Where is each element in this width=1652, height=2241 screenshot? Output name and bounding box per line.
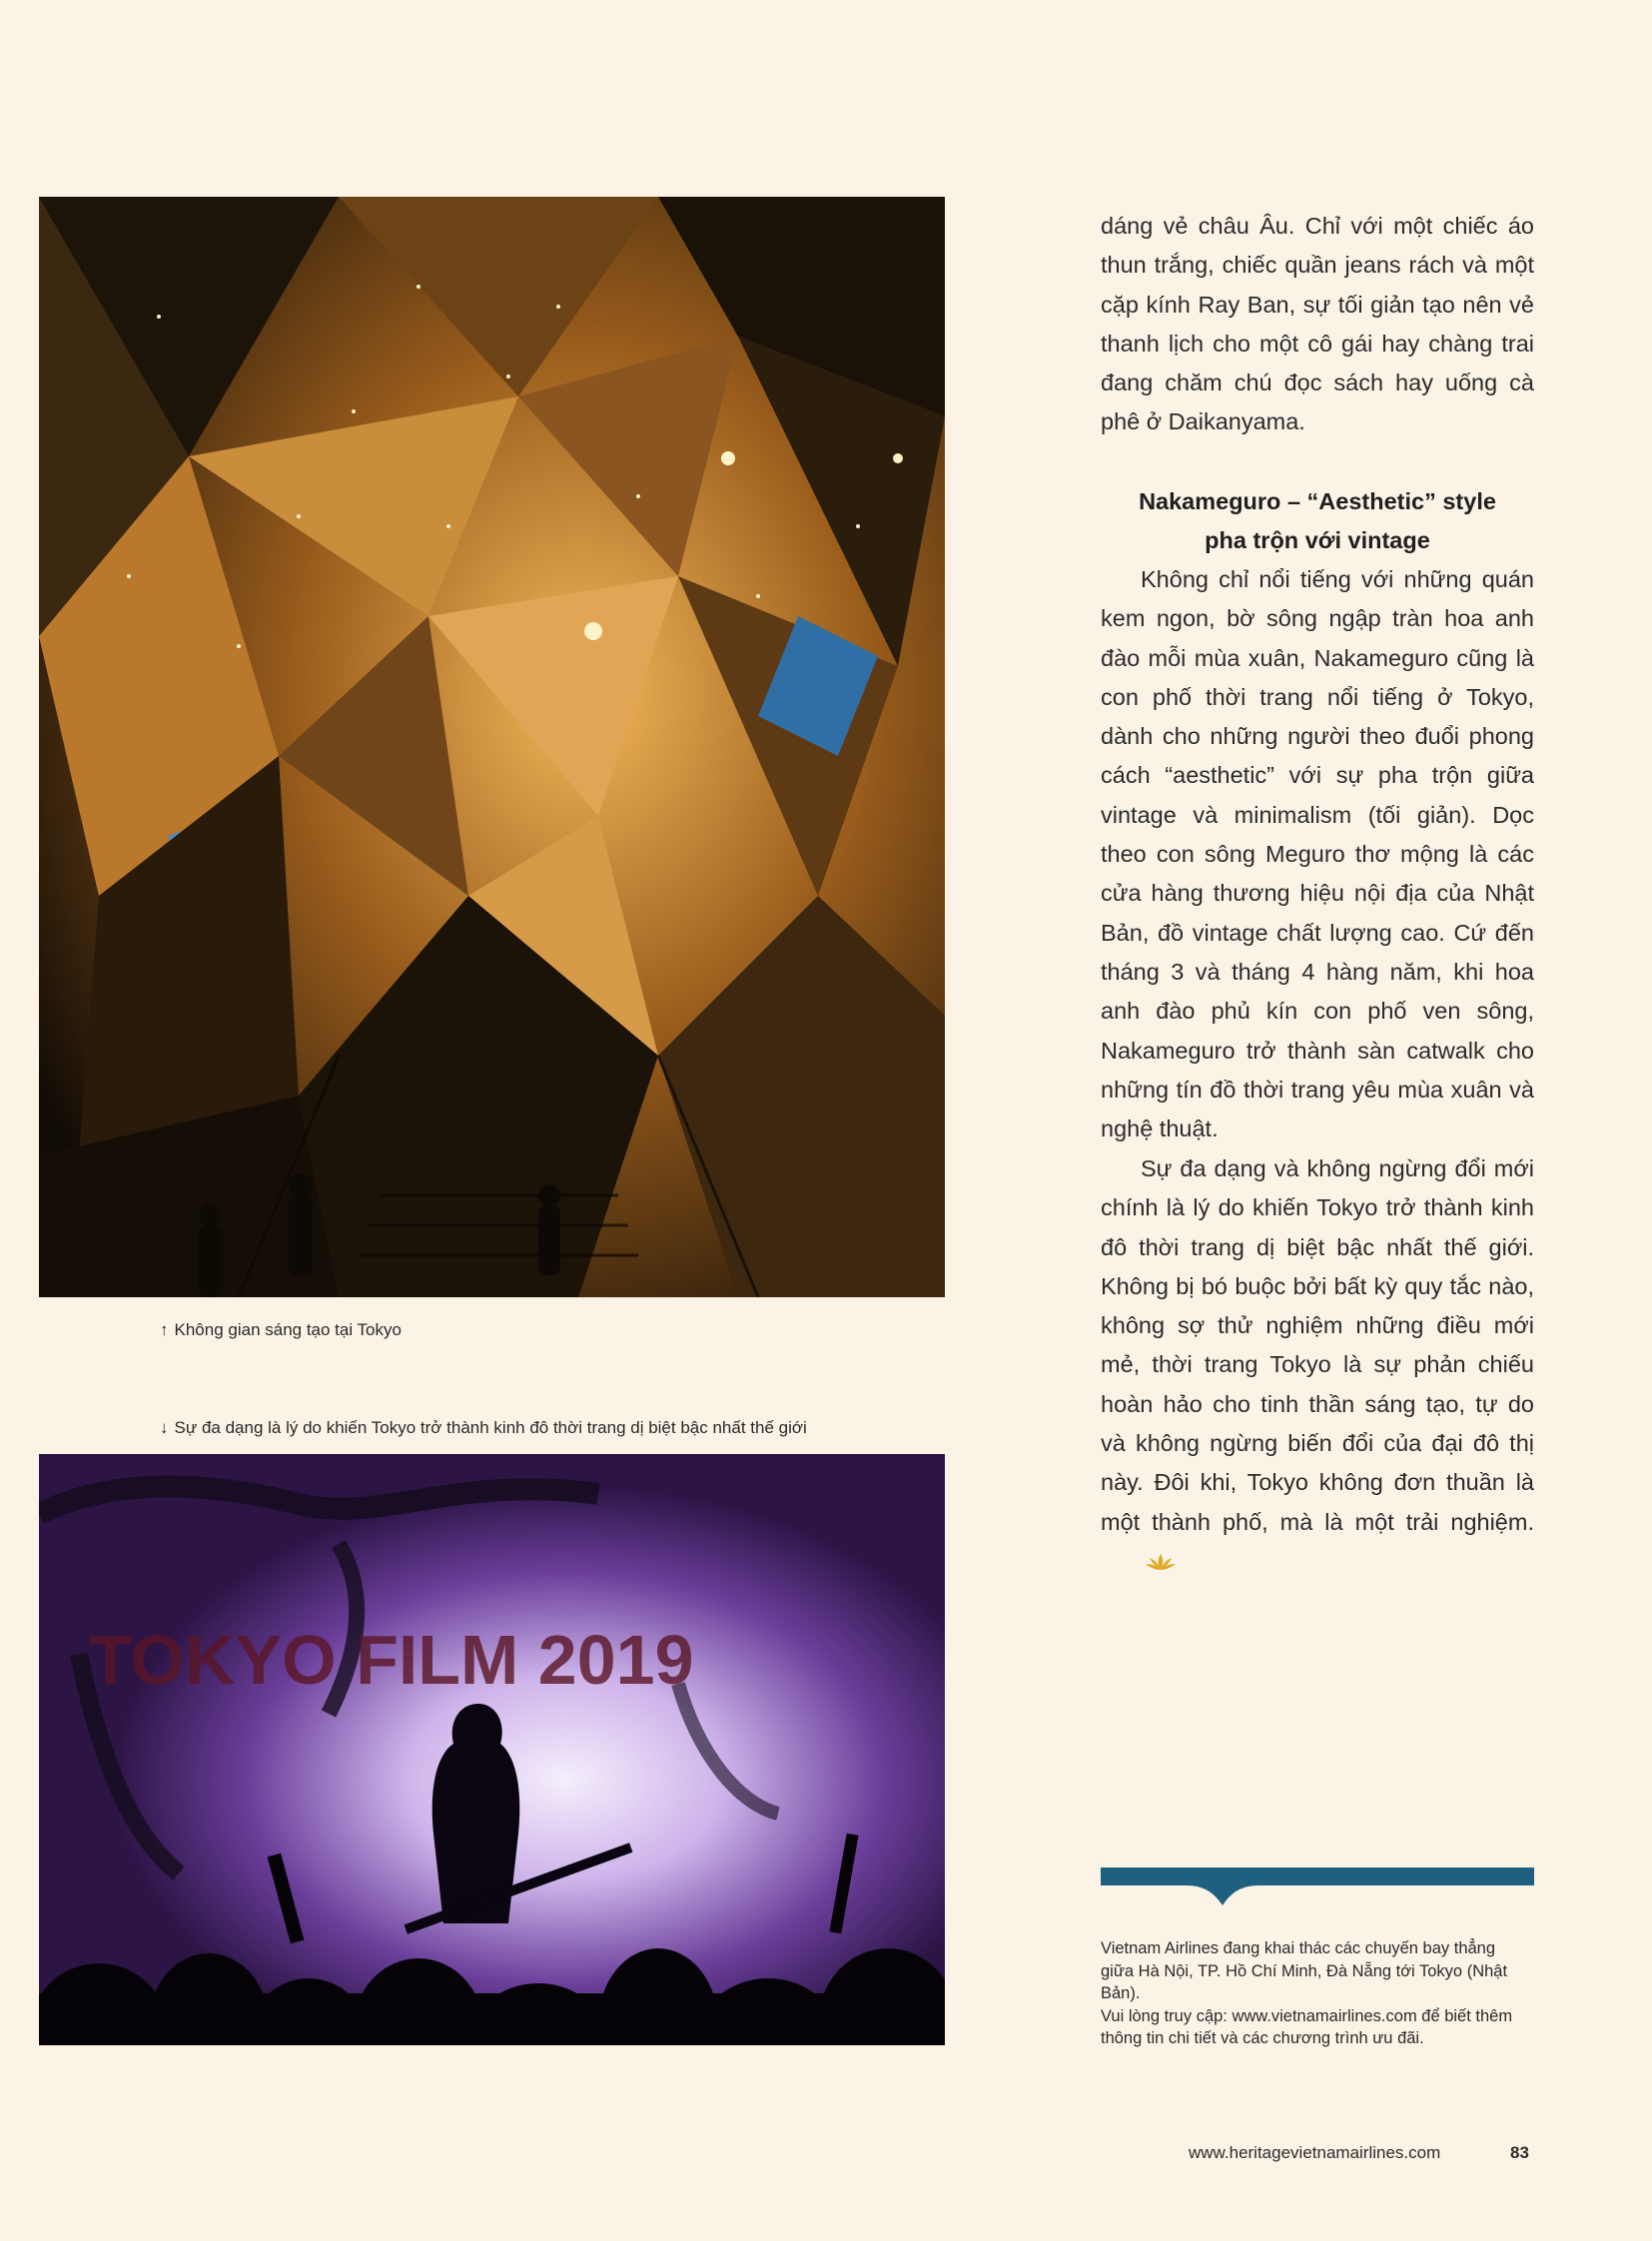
page-number: 83 — [1510, 2143, 1529, 2162]
section-subheading — [1101, 482, 1534, 561]
airline-info-note — [1101, 1937, 1520, 2050]
photo-mirror-escalator — [39, 197, 945, 1297]
caption-text: Không gian sáng tạo tại Tokyo — [174, 1320, 402, 1339]
arrow-up-icon: ↑ — [160, 1320, 169, 1339]
note-line-2: Vui lòng truy cập: www.vietnamairlines.com để biết thêm thông tin chi tiết và các chương trình ưu đãi. — [1101, 2006, 1513, 2047]
stage-banner-text: TOKYO FILM 2019 — [89, 1621, 694, 1699]
lotus-icon — [1105, 1545, 1177, 1584]
subheading-line-2: pha trộn với vintage — [1205, 527, 1430, 554]
caption-text: Sự đa dạng là lý do khiến Tokyo trở thành kinh đô thời trang dị biệt bậc nhất thế giới — [174, 1418, 807, 1437]
photo-concert-stage — [39, 1454, 945, 2045]
footer-website-url: www.heritagevietnamairlines.com — [1189, 2143, 1441, 2162]
paragraph-text: Sự đa dạng và không ngừng đổi mới chính là lý do khiến Tokyo trở thành kinh đô thời trang dị biệt bậc nhất thế giới. Không bị bó buộc bởi bất kỳ quy tắc nào, không sợ thử nghiệm những điều mới mẻ, thời trang Tokyo là sự phản chiếu hoàn hảo cho tinh thần sáng tạo, tự do và không ngừng biến đổi của đại đô thị này. Đôi khi, Tokyo không đơn thuần là một thành phố, mà là một trải nghiệm. — [1101, 1155, 1534, 1535]
note-line-1: Vietnam Airlines đang khai thác các chuyến bay thẳng giữa Hà Nội, TP. Hồ Chí Minh, Đà Nẵng tới Tokyo (Nhật Bản). — [1101, 1939, 1508, 2002]
paragraph-text: Không chỉ nổi tiếng với những quán kem ngon, bờ sông ngập tràn hoa anh đào mỗi mùa xuân, Nakameguro cũng là con phố thời trang nổi tiếng ở Tokyo, dành cho những người theo đuổi phong cách “aesthetic” với sự pha trộn giữa vintage và minimalism (tối giản). Dọc theo con sông Meguro thơ mộng là các cửa hàng thương hiệu nội địa của Nhật Bản, đồ vintage chất lượng cao. Cứ đến tháng 3 và tháng 4 hàng năm, khi hoa anh đào phủ kín con phố ven sông, Nakameguro trở thành sàn catwalk cho những tín đồ thời trang yêu mùa xuân và nghệ thuật. — [1101, 566, 1534, 1142]
article-paragraph-1 — [1101, 207, 1534, 442]
arrow-down-icon: ↓ — [160, 1418, 169, 1437]
article-paragraph-2 — [1101, 560, 1534, 1148]
photo-caption-bottom — [160, 1418, 807, 1438]
bookmark-ribbon-icon — [1101, 1868, 1534, 1907]
paragraph-text: dáng vẻ châu Âu. Chỉ với một chiếc áo thun trắng, chiếc quần jeans rách và một cặp kính Ray Ban, sự tối giản tạo nên vẻ thanh lịch cho một cô gái hay chàng trai đang chăm chú đọc sách hay uống cà phê ở Daikanyama. — [1101, 213, 1534, 435]
article-paragraph-3 — [1101, 1149, 1534, 1584]
subheading-line-1: Nakameguro – “Aesthetic” style — [1139, 488, 1496, 514]
photo-caption-top — [160, 1320, 402, 1340]
